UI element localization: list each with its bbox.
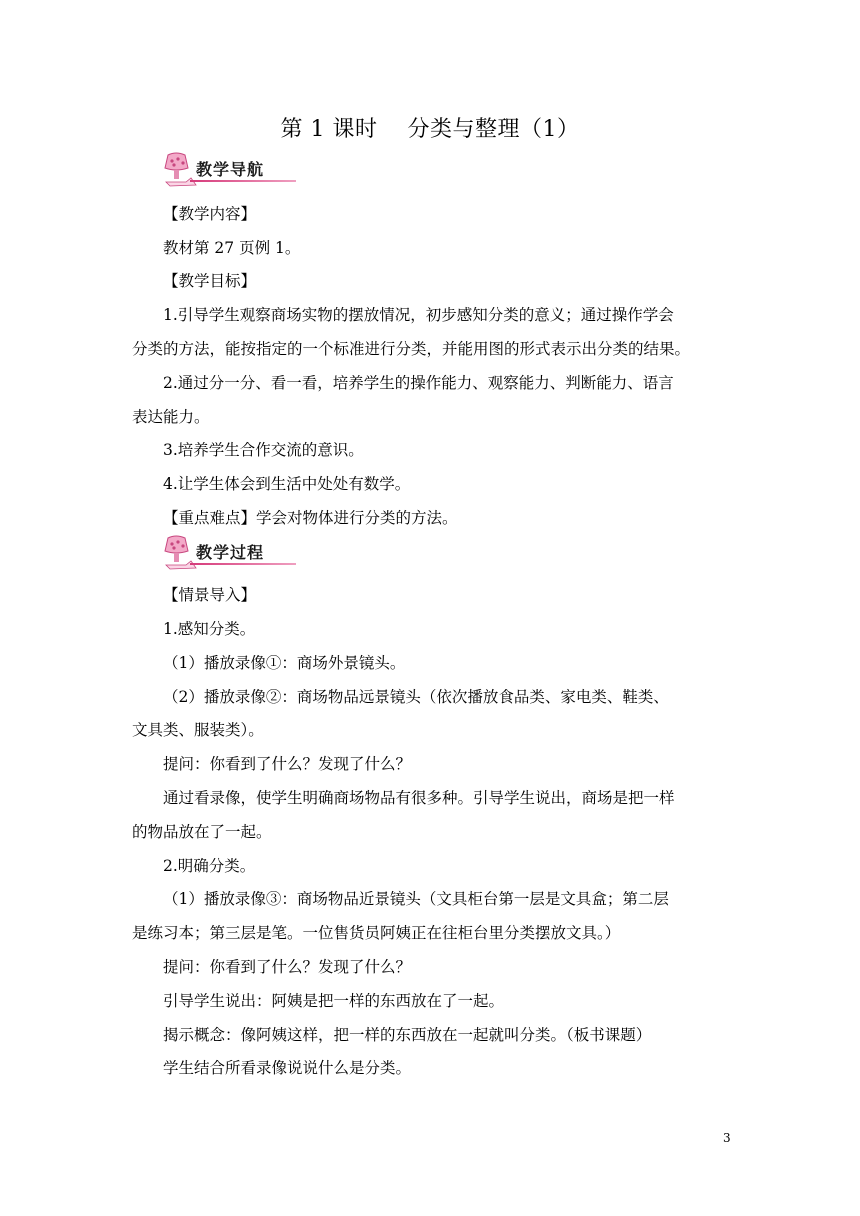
paragraph: 1.感知分类。 [163,620,256,638]
paragraph: 是练习本；第三层是笔。一位售货员阿姨正在往柜台里分类摆放文具。） [132,924,621,942]
paragraph: 揭示概念：像阿姨这样，把一样的东西放在一起就叫分类。（板书课题） [163,1026,652,1044]
paragraph: 文具类、服装类）。 [132,721,264,739]
paragraph: 3.培养学生合作交流的意识。 [163,441,364,459]
paragraph: 提问：你看到了什么？发现了什么？ [163,755,412,773]
paragraph: （2）播放录像②：商场物品远景镜头（依次播放食品类、家电类、鞋类、 [163,688,669,706]
paragraph: 4.让学生体会到生活中处处有数学。 [163,475,411,493]
heading-teaching-goals: 【教学目标】 [163,272,257,290]
heading-teaching-content: 【教学内容】 [163,205,257,223]
section-header-process [160,535,298,569]
lamp-icon [160,152,200,188]
section-underline [190,563,296,565]
page-number: 3 [723,1131,731,1145]
paragraph: 教材第 27 页例 1。 [163,239,301,257]
paragraph: 2.明确分类。 [163,857,256,875]
section-header-nav [160,152,298,186]
paragraph: 2.通过分一分、看一看，培养学生的操作能力、观察能力、判断能力、语言 [163,374,674,392]
paragraph: 表达能力。 [132,408,210,426]
section-title: 教学导航 [196,160,265,179]
lamp-icon [160,535,200,571]
section-underline [190,180,296,182]
heading-scene-intro: 【情景导入】 [163,586,257,604]
paragraph: 分类的方法，能按指定的一个标准进行分类，并能用图的形式表示出分类的结果。 [132,340,691,358]
page-title: 第 1 课时 分类与整理（1） [280,117,580,142]
paragraph: 学生结合所看录像说说什么是分类。 [163,1059,412,1077]
paragraph: 提问：你看到了什么？发现了什么？ [163,958,412,976]
paragraph: （1）播放录像③：商场物品近景镜头（文具柜台第一层是文具盒；第二层 [163,890,669,908]
paragraph: 引导学生说出：阿姨是把一样的东西放在了一起。 [163,992,505,1010]
section-title: 教学过程 [196,543,265,562]
paragraph: 通过看录像，使学生明确商场物品有很多种。引导学生说出，商场是把一样 [163,789,675,807]
paragraph: （1）播放录像①：商场外景镜头。 [163,654,406,672]
heading-key-points: 【重点难点】学会对物体进行分类的方法。 [163,509,458,527]
paragraph: 1.引导学生观察商场实物的摆放情况，初步感知分类的意义；通过操作学会 [163,306,674,324]
paragraph: 的物品放在了一起。 [132,823,272,841]
